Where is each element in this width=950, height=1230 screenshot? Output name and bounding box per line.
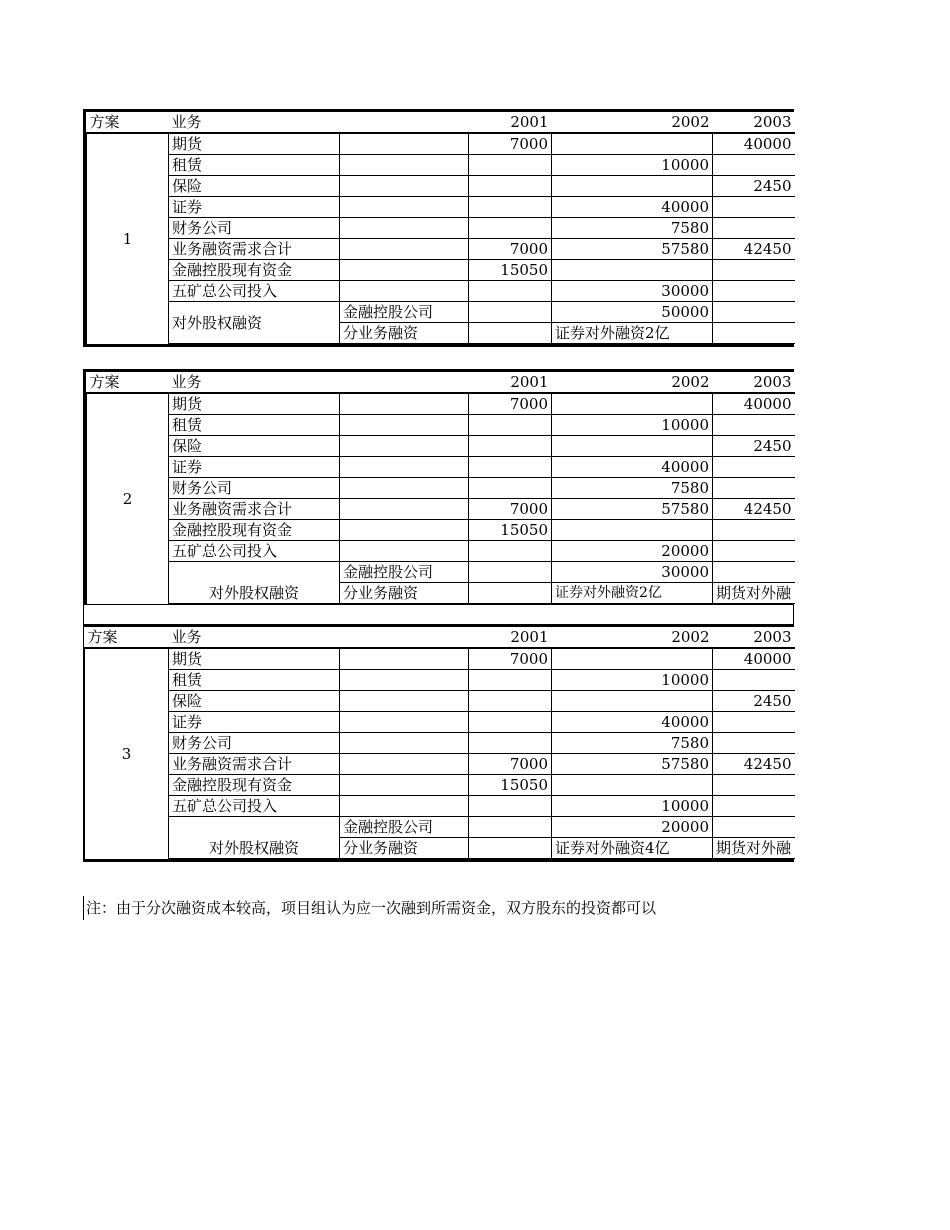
scheme-number: 3 (85, 648, 169, 859)
header-scheme: 方案 (87, 112, 169, 133)
row-label: 财务公司 (169, 733, 340, 754)
header-row (87, 372, 795, 393)
table-row: 保险 2450 (87, 436, 795, 457)
table-row: 保险 2450 (87, 176, 795, 197)
row-label: 财务公司 (169, 218, 340, 239)
table-row: 对外股权融资 金融控股公司 20000 (85, 817, 795, 838)
table-row: 分业务融资 证券对外融资2亿 期货对外融 (87, 583, 795, 604)
sub-label: 分业务融资 (340, 838, 469, 859)
plan-table-1 (83, 109, 794, 347)
table-row: 对外股权融资 金融控股公司 30000 (87, 562, 795, 583)
row-label: 业务融资需求合计 (169, 499, 340, 520)
header-row (85, 627, 795, 648)
row-label: 租赁 (169, 415, 340, 436)
table-row: 金融控股现有资金 15050 (87, 520, 795, 541)
table-row: 证券 40000 (87, 197, 795, 218)
table-row: 财务公司 7580 (87, 478, 795, 499)
table-row: 分业务融资 证券对外融资4亿 期货对外融 (85, 838, 795, 859)
header-business: 业务 (169, 627, 340, 648)
sub-label: 分业务融资 (340, 323, 469, 344)
header-2003: 2003 (713, 627, 795, 648)
plan-table-2 (83, 369, 794, 604)
table-row: 对外股权融资 金融控股公司 50000 (87, 302, 795, 323)
table-row: 租赁 10000 (87, 415, 795, 436)
scheme-number: 1 (87, 133, 169, 344)
footnote: 注：由于分次融资成本较高，项目组认为应一次融到所需资金，双方股东的投资都可以 (83, 896, 797, 920)
row-label: 金融控股现有资金 (169, 260, 340, 281)
row-label: 保险 (169, 436, 340, 457)
table-row: 3 期货 7000 40000 (85, 648, 795, 670)
table-row: 分业务融资 证券对外融资2亿 (87, 323, 795, 344)
row-label: 期货 (169, 393, 340, 415)
row-label: 业务融资需求合计 (169, 239, 340, 260)
table-row: 金融控股现有资金 15050 (85, 775, 795, 796)
sub-label: 金融控股公司 (340, 562, 469, 583)
plan-table-3 (83, 624, 794, 862)
header-scheme: 方案 (87, 372, 169, 393)
sub-label: 金融控股公司 (340, 302, 469, 323)
table-row: 业务融资需求合计 7000 57580 42450 (87, 499, 795, 520)
header-business: 业务 (169, 112, 340, 133)
header-2003: 2003 (713, 372, 795, 393)
header-2001: 2001 (469, 372, 552, 393)
table-row: 保险 2450 (85, 691, 795, 712)
row-label: 五矿总公司投入 (169, 796, 340, 817)
row-label: 保险 (169, 176, 340, 197)
row-label: 五矿总公司投入 (169, 281, 340, 302)
row-label: 证券 (169, 197, 340, 218)
external-financing-label: 对外股权融资 (169, 562, 340, 604)
sub-label: 分业务融资 (340, 583, 469, 604)
table-row: 五矿总公司投入 20000 (87, 541, 795, 562)
header-2002: 2002 (552, 372, 713, 393)
row-label: 金融控股现有资金 (169, 775, 340, 796)
header-2002: 2002 (552, 112, 713, 133)
table-row: 证券 40000 (87, 457, 795, 478)
row-label: 五矿总公司投入 (169, 541, 340, 562)
header-2002: 2002 (552, 627, 713, 648)
row-label: 保险 (169, 691, 340, 712)
table-row: 财务公司 7580 (85, 733, 795, 754)
row-label: 金融控股现有资金 (169, 520, 340, 541)
table-row: 1 期货 7000 40000 (87, 133, 795, 155)
table-row: 金融控股现有资金 15050 (87, 260, 795, 281)
table-row: 2 期货 7000 40000 (87, 393, 795, 415)
row-label: 租赁 (169, 670, 340, 691)
table-row: 业务融资需求合计 7000 57580 42450 (87, 239, 795, 260)
table-row: 租赁 10000 (85, 670, 795, 691)
header-2003: 2003 (713, 112, 795, 133)
header-scheme: 方案 (85, 627, 169, 648)
header-2001: 2001 (469, 112, 552, 133)
header-2001: 2001 (469, 627, 552, 648)
row-label: 期货 (169, 648, 340, 670)
header-business: 业务 (169, 372, 340, 393)
row-label: 业务融资需求合计 (169, 754, 340, 775)
header-row (87, 112, 795, 133)
scheme-number: 2 (87, 393, 169, 604)
table-row: 租赁 10000 (87, 155, 795, 176)
spreadsheet (83, 109, 794, 862)
table-row: 业务融资需求合计 7000 57580 42450 (85, 754, 795, 775)
row-label: 期货 (169, 133, 340, 155)
row-label: 证券 (169, 457, 340, 478)
table-row: 五矿总公司投入 30000 (87, 281, 795, 302)
external-financing-label: 对外股权融资 (169, 817, 340, 859)
table-row: 财务公司 7580 (87, 218, 795, 239)
row-label: 租赁 (169, 155, 340, 176)
row-label: 证券 (169, 712, 340, 733)
table-row: 证券 40000 (85, 712, 795, 733)
sub-label: 金融控股公司 (340, 817, 469, 838)
row-label: 财务公司 (169, 478, 340, 499)
external-financing-label: 对外股权融资 (169, 302, 340, 344)
table-row: 五矿总公司投入 10000 (85, 796, 795, 817)
